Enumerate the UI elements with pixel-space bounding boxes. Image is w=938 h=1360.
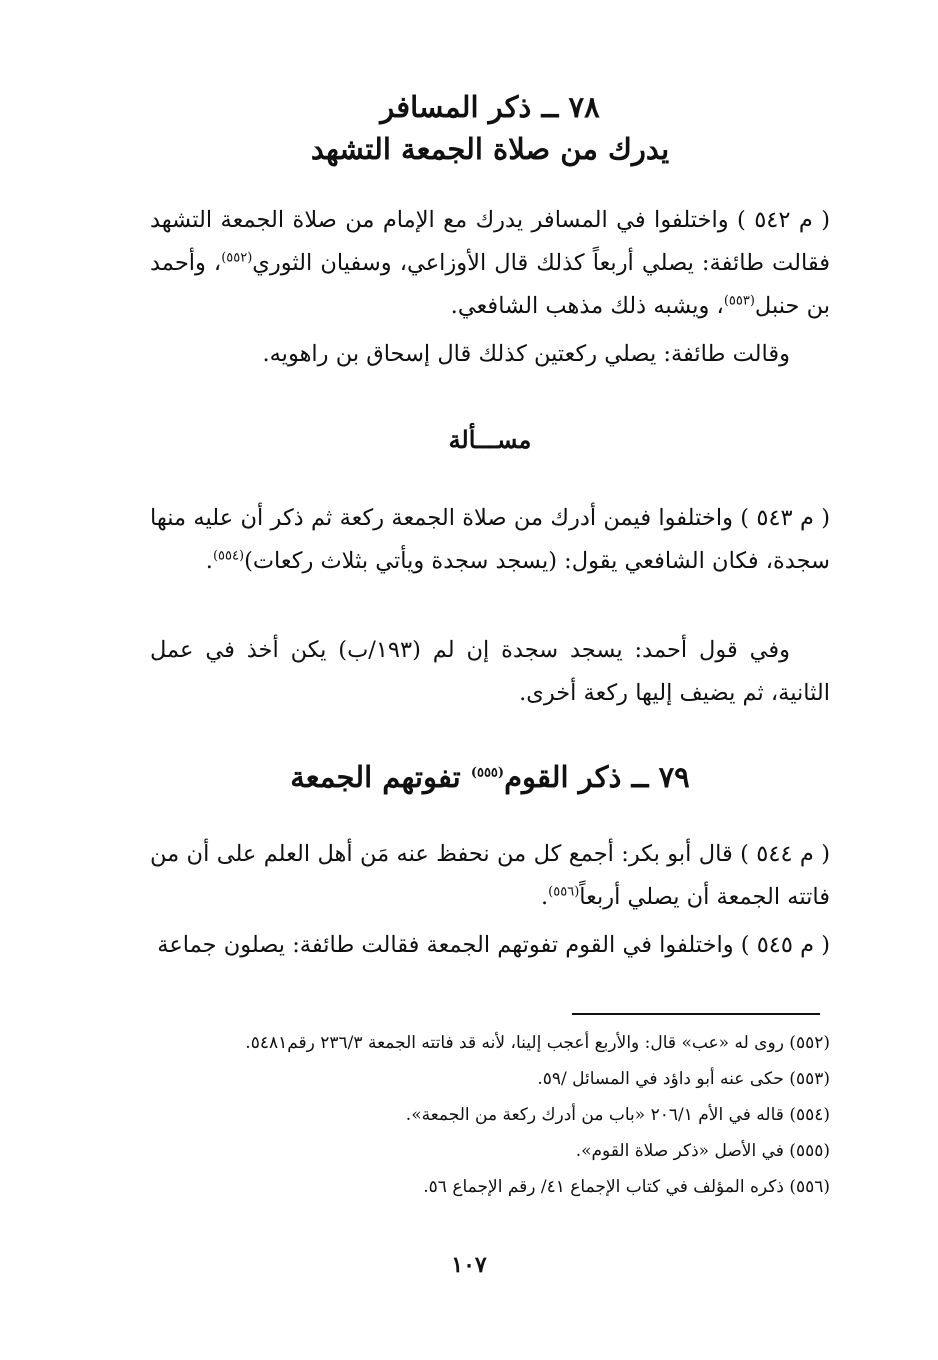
paragraph-542 bbox=[150, 199, 830, 328]
paragraph-544-text-b: . bbox=[541, 884, 549, 910]
footnote-553: (٥٥٣) حكى عنه أبو داؤد في المسائل /٥٩. bbox=[537, 1069, 830, 1089]
paragraph-542-text-c: ، ويشبه ذلك مذهب الشافعي. bbox=[450, 293, 724, 319]
footnote-ref-555[interactable]: (٥٥٥) bbox=[470, 765, 505, 781]
masala-title: مســـألة bbox=[448, 425, 532, 454]
section-79-title bbox=[150, 755, 830, 799]
footnote-554: (٥٥٤) قاله في الأم ٢٠٦/١ «باب من أدرك ركعة من الجمعة». bbox=[405, 1105, 830, 1125]
section-79-title-b: تفوتهم الجمعة bbox=[290, 760, 471, 794]
section-78-title: ٧٨ ــ ذكر المسافر bbox=[380, 90, 600, 124]
paragraph-544 bbox=[150, 833, 830, 919]
section-79-title-a: ٧٩ ــ ذكر القوم bbox=[504, 760, 690, 794]
footnote-556: (٥٥٦) ذكره المؤلف في كتاب الإجماع ٤١/ رقم الإجماع ٥٦. bbox=[423, 1177, 830, 1197]
footnote-ref-554[interactable]: (٥٥٤) bbox=[212, 548, 245, 564]
footnote-ref-553[interactable]: (٥٥٣) bbox=[723, 293, 755, 309]
footnotes-list bbox=[150, 1025, 830, 1205]
paragraph-542-text-b: ، وأحمد بن حنبل bbox=[150, 250, 830, 319]
footnote-ref-552[interactable]: (٥٥٢) bbox=[221, 250, 253, 266]
paragraph-543-continued: وفي قول أحمد: يسجد سجدة إن لم (١٩٣/ب) يكن أخذ في عمل الثانية، ثم يضيف إليها ركعة أخرى. bbox=[150, 637, 830, 706]
paragraph-543-text-b: . bbox=[205, 548, 213, 574]
footnote-555: (٥٥٥) في الأصل «ذكر صلاة القوم». bbox=[575, 1141, 830, 1161]
paragraph-545: ( م ٥٤٥ ) واختلفوا في القوم تفوتهم الجمعة فقالت طائفة: يصلون جماعة bbox=[157, 932, 830, 958]
footnote-separator bbox=[572, 1013, 820, 1015]
paragraph-544-text-a: ( م ٥٤٤ ) قال أبو بكر: أجمع كل من نحفظ عنه مَن أهل العلم على أن من فاتته الجمعة أن يصلي أربعاً bbox=[150, 841, 830, 910]
footnote-552: (٥٥٢) روى له «عب» قال: والأربع أعجب إلينا، لأنه قد فاتته الجمعة ٢٣٦/٣ رقم٥٤٨١. bbox=[245, 1033, 830, 1053]
paragraph-542-text-a: ( م ٥٤٢ ) واختلفوا في المسافر يدرك مع الإمام من صلاة الجمعة التشهد فقالت طائفة: يصلي أربعاً كذلك قال الأوزاعي، وسفيان الثوري bbox=[150, 207, 830, 276]
paragraph-543-text-a: ( م ٥٤٣ ) واختلفوا فيمن أدرك من صلاة الجمعة ركعة ثم ذكر أن عليه منها سجدة، فكان الشافعي يقول: (يسجد سجدة ويأتي بثلاث ركعات) bbox=[150, 505, 830, 574]
paragraph-543 bbox=[150, 497, 830, 583]
footnote-ref-556[interactable]: (٥٥٦) bbox=[548, 884, 580, 900]
paragraph-542-continued: وقالت طائفة: يصلي ركعتين كذلك قال إسحاق بن راهويه. bbox=[262, 341, 790, 367]
section-78-subtitle: يدرك من صلاة الجمعة التشهد bbox=[310, 132, 670, 166]
page-number: ١٠٧ bbox=[451, 1252, 487, 1278]
